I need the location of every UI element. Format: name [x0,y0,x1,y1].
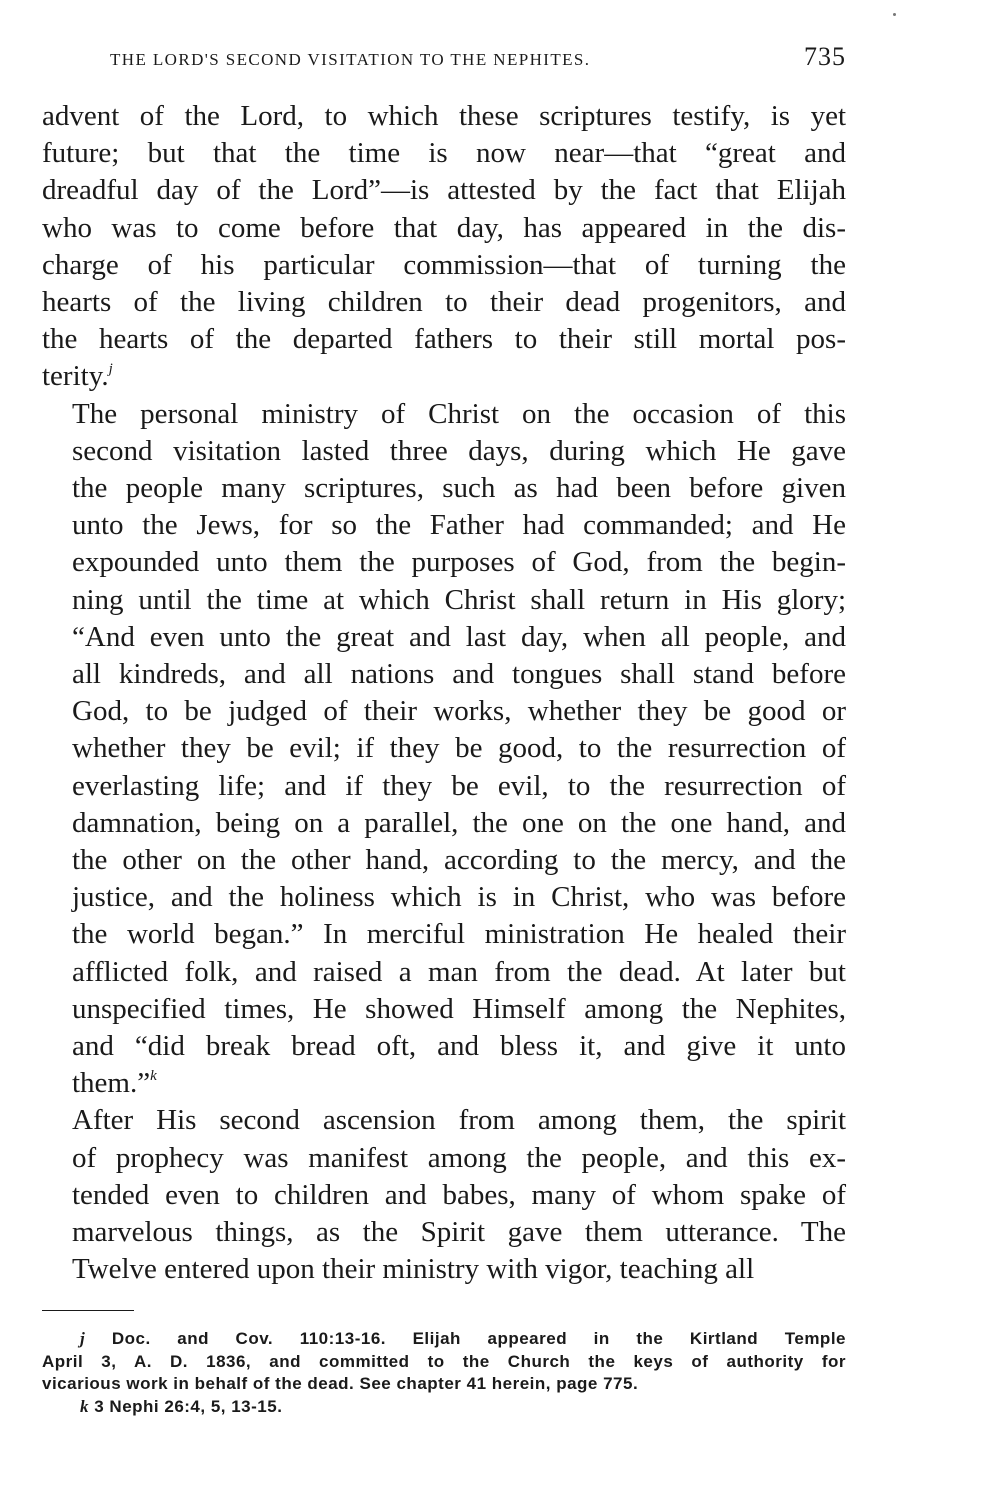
text-line [42,916,846,953]
text-line [42,954,846,991]
footnote-mark: k [80,1396,89,1416]
footnote [42,1396,846,1419]
page-header [40,40,846,80]
text-line [42,507,846,544]
text-line-content: charge of his particular commission—that of turning the [42,248,846,281]
footnote-text: Doc. and Cov. 110:13-16. Elijah appeared in the Kirtland Temple [111,1329,846,1348]
text-line-content: justice, and the holiness which is in Christ, who was before [72,881,846,914]
footnote-reference[interactable]: j [108,361,113,378]
text-line-content: unspecified times, He showed Himself among the Nephites, [72,992,846,1025]
text-line-content: the hearts of the departed fathers to their still mortal pos- [42,323,846,356]
footnote-line [42,1373,846,1396]
running-head: THE LORD'S SECOND VISITATION TO THE NEPHITES. [110,50,591,69]
footnote-line [42,1351,846,1374]
text-line [42,1214,846,1251]
text-line-content: the world began.” In merciful ministration He healed their [72,918,846,951]
footnote-text: vicarious work in behalf of the dead. See chapter 41 herein, page 775. [42,1374,639,1393]
text-line [42,1065,846,1102]
text-line-content: The personal ministry of Christ on the occasion of this [72,397,846,430]
text-line-content: Twelve entered upon their ministry with vigor, teaching all [72,1253,755,1286]
text-line-content: God, to be judged of their works, whether they be good or [72,695,846,728]
text-line-content: all kindreds, and all nations and tongues shall stand before [72,658,846,691]
body-text [42,98,846,1289]
footnote [42,1328,846,1396]
text-line-content: everlasting life; and if they be evil, to the resurrection of [72,769,846,802]
text-line [42,879,846,916]
text-line-content: and “did break bread oft, and bless it, and give it unto [72,1030,846,1063]
text-line-content: tended even to children and babes, many of whom spake of [72,1178,846,1211]
text-line [42,730,846,767]
text-line [42,656,846,693]
footnote-rule [42,1310,134,1311]
footnote-line [42,1328,846,1351]
footnotes [42,1328,846,1418]
text-line-content: them.” [72,1067,151,1100]
footnote-reference[interactable]: k [150,1068,157,1085]
text-line-content: the people many scriptures, such as had been before given [72,472,846,505]
text-line [42,210,846,247]
text-line [42,1140,846,1177]
text-line [42,544,846,581]
text-line-content: future; but that the time is now near—that “great and [42,137,846,170]
text-line-content: unto the Jews, for so the Father had commanded; and He [72,509,846,542]
text-line [42,582,846,619]
page-number: 735 [804,42,846,71]
text-line [42,247,846,284]
text-line [42,135,846,172]
paragraph [42,396,846,1103]
text-line-content: the other on the other hand, according to the mercy, and the [72,844,846,877]
text-line-content: hearts of the living children to their dead progenitors, and [42,286,846,319]
scan-speck [893,13,896,16]
text-line-content: whether they be evil; if they be good, to the resurrection of [72,732,846,765]
paragraph [42,1102,846,1288]
text-line-content: expounded unto them the purposes of God, from the begin- [72,546,846,579]
text-line-content: dreadful day of the Lord”—is attested by the fact that Elijah [42,174,846,207]
text-line [42,1102,846,1139]
text-line [42,470,846,507]
text-line [42,693,846,730]
text-line [42,321,846,358]
text-line-content: afflicted folk, and raised a man from the dead. At later but [72,955,846,988]
text-line [42,619,846,656]
text-line [42,98,846,135]
text-line [42,1177,846,1214]
text-line [42,433,846,470]
text-line [42,805,846,842]
text-line-content: ning until the time at which Christ shall return in His glory; [72,583,846,616]
footnote-line [42,1396,846,1419]
footnote-text: 3 Nephi 26:4, 5, 13-15. [94,1396,283,1416]
text-line [42,1251,846,1288]
text-line [42,358,846,395]
footnote-text: April 3, A. D. 1836, and committed to the Church the keys of authority for [42,1351,846,1371]
footnote-mark: j [80,1329,86,1348]
text-line [42,991,846,1028]
text-line-content: After His second ascension from among them, the spirit [72,1104,846,1137]
text-line [42,1028,846,1065]
text-line [42,768,846,805]
text-line [42,842,846,879]
text-line [42,284,846,321]
text-line-content: second visitation lasted three days, during which He gave [72,434,846,467]
paragraph [42,98,846,396]
text-line [42,172,846,209]
text-line-content: marvelous things, as the Spirit gave them utterance. The [72,1216,846,1249]
text-line-content: of prophecy was manifest among the people, and this ex- [72,1141,846,1174]
text-line-content: “And even unto the great and last day, when all people, and [72,620,846,653]
text-line-content: who was to come before that day, has appeared in the dis- [42,211,846,244]
text-line-content: terity. [42,360,109,393]
text-line-content: damnation, being on a parallel, the one on the one hand, and [72,806,846,839]
text-line [42,396,846,433]
text-line-content: advent of the Lord, to which these scriptures testify, is yet [42,100,846,132]
